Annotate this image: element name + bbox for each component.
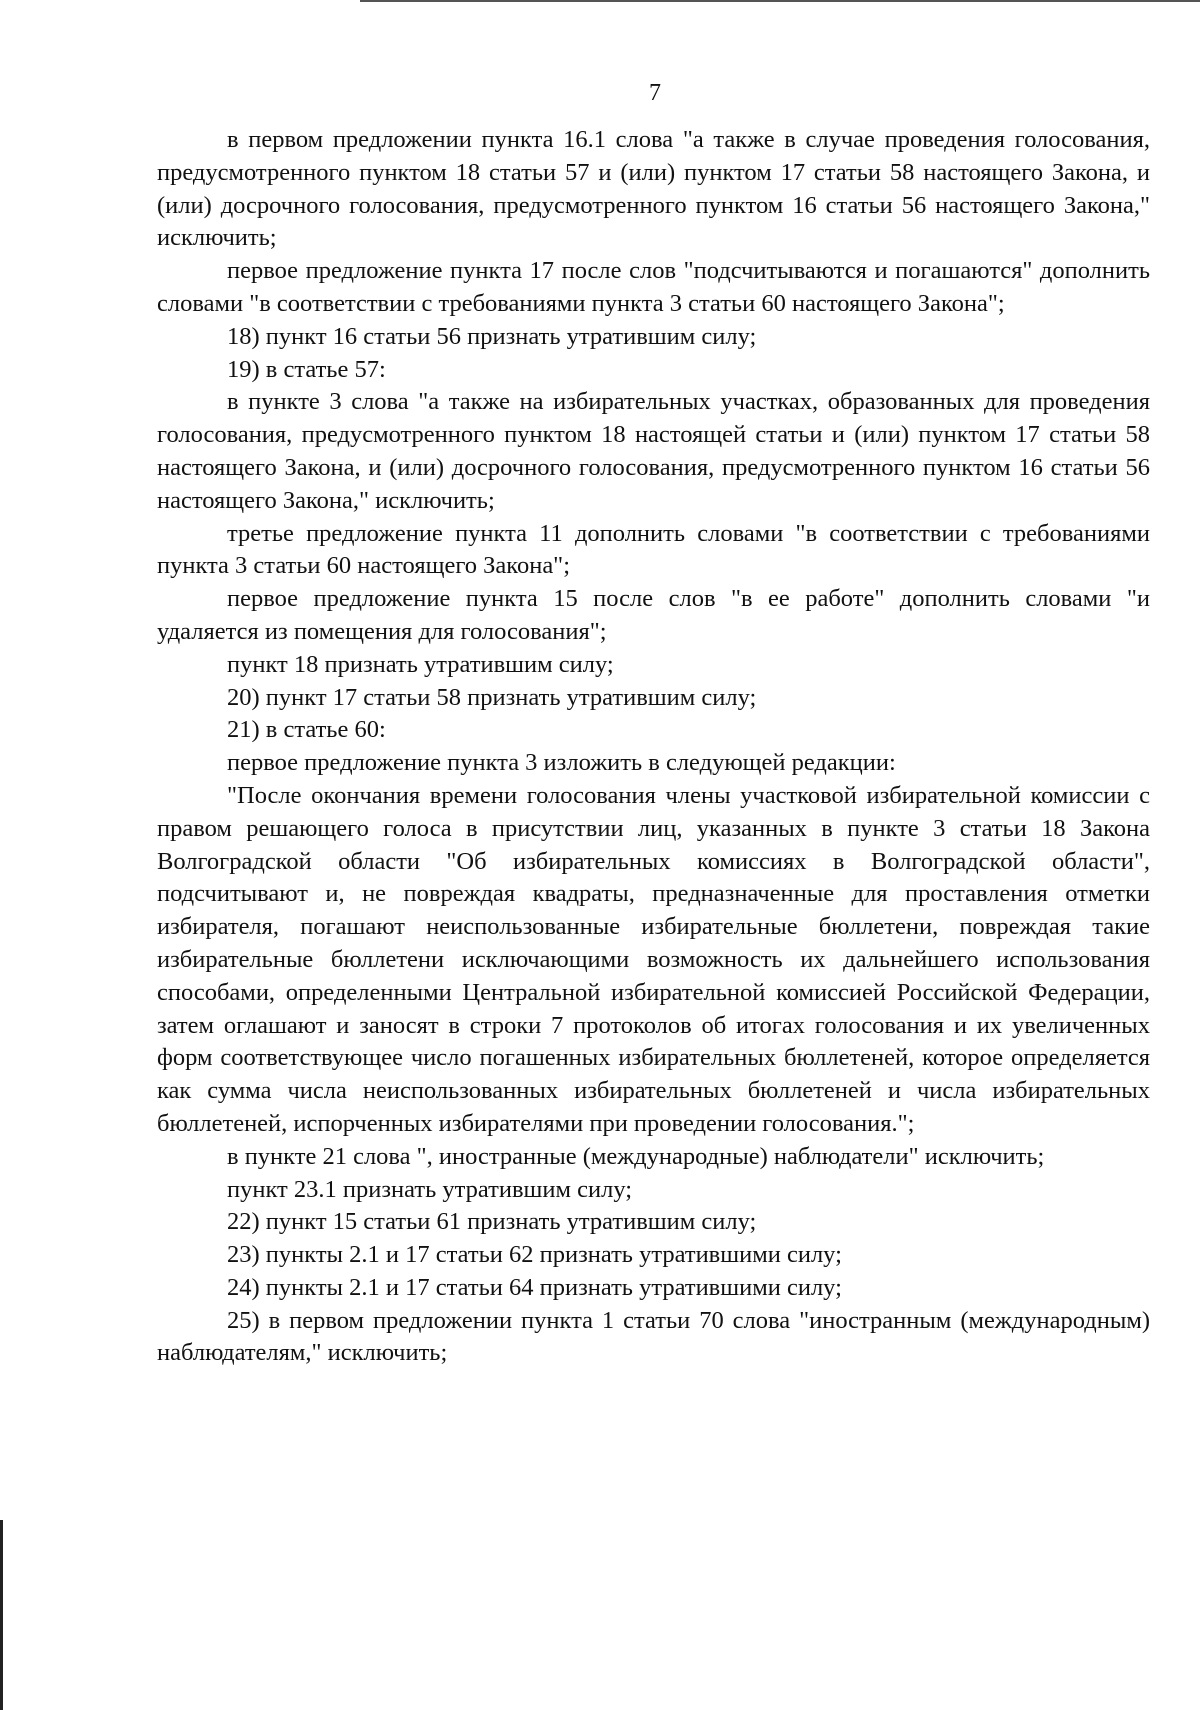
- paragraph: 18) пункт 16 статьи 56 признать утратившим силу;: [227, 322, 757, 350]
- paragraph: 19) в статье 57:: [227, 355, 386, 383]
- paragraph: 20) пункт 17 статьи 58 признать утратившим силу;: [227, 683, 757, 711]
- paragraph: первое предложение пункта 17 после слов "подсчитываются и погашаются" дополнить словами "в соответствии с требованиями пункта 3 статьи 60 настоящего Закона";: [157, 257, 1150, 317]
- paragraph: пункт 23.1 признать утратившим силу;: [227, 1175, 633, 1203]
- paragraph: 23) пункты 2.1 и 17 статьи 62 признать утратившими силу;: [227, 1241, 842, 1269]
- paragraph: "После окончания времени голосования члены участковой избирательной комиссии с правом решающего голоса в присутствии лиц, указанных в пункте 3 статьи 18 Закона Волгоградской области "Об избирательных комиссиях в Волгоградской области", подсчитывают и, не повреждая квадраты, предназначенные для проставления отметки избирателя, погашают неиспользованные избирательные бюллетени, повреждая такие избирательные бюллетени исключающими возможность их дальнейшего использования способами, определенными Центральной избирательной комиссией Российской Федерации, затем оглашают и заносят в строки 7 протоколов об итогах голосования и их увеличенных форм соответствующее число погашенных избирательных бюллетеней, которое определяется как сумма числа неиспользованных избирательных бюллетеней и числа избирательных бюллетеней, испорченных избирателями при проведении голосования.";: [157, 781, 1150, 1137]
- paragraph: в пункте 21 слова ", иностранные (международные) наблюдатели" исключить;: [227, 1142, 1045, 1170]
- paragraph: третье предложение пункта 11 дополнить словами "в соответствии с требованиями пункта 3 статьи 60 настоящего Закона";: [157, 519, 1150, 580]
- page-number: 7: [649, 80, 661, 106]
- paragraph: первое предложение пункта 3 изложить в следующей редакции:: [227, 749, 896, 777]
- paragraph: 22) пункт 15 статьи 61 признать утратившим силу;: [227, 1208, 757, 1236]
- paragraph: 21) в статье 60:: [227, 716, 386, 744]
- paragraph: 24) пункты 2.1 и 17 статьи 64 признать утратившими силу;: [227, 1273, 842, 1301]
- paragraph: первое предложение пункта 15 после слов "в ее работе" дополнить словами "и удаляется из помещения для голосования";: [157, 585, 1150, 645]
- paragraph: пункт 18 признать утратившим силу;: [227, 650, 614, 678]
- scan-left-edge: [0, 1520, 3, 1710]
- scan-top-edge: [360, 0, 1200, 2]
- paragraph: 25) в первом предложении пункта 1 статьи 70 слова "иностранным (международным) наблюдателям," исключить;: [157, 1306, 1150, 1367]
- paragraph: в пункте 3 слова "а также на избирательных участках, образованных для проведения голосования, предусмотренного пунктом 18 настоящей статьи и (или) пунктом 17 статьи 58 настоящего Закона, и (или) досрочного голосования, предусмотренного пунктом 16 статьи 56 настоящего Закона," исключить;: [157, 388, 1150, 514]
- paragraph: в первом предложении пункта 16.1 слова "а также в случае проведения голосования, предусмотренного пунктом 18 статьи 57 и (или) пунктом 17 статьи 58 настоящего Закона, и (или) досрочного голосования, предусмотренного пунктом 16 статьи 56 настоящего Закона," исключить;: [157, 126, 1150, 252]
- document-body: [157, 124, 1150, 1370]
